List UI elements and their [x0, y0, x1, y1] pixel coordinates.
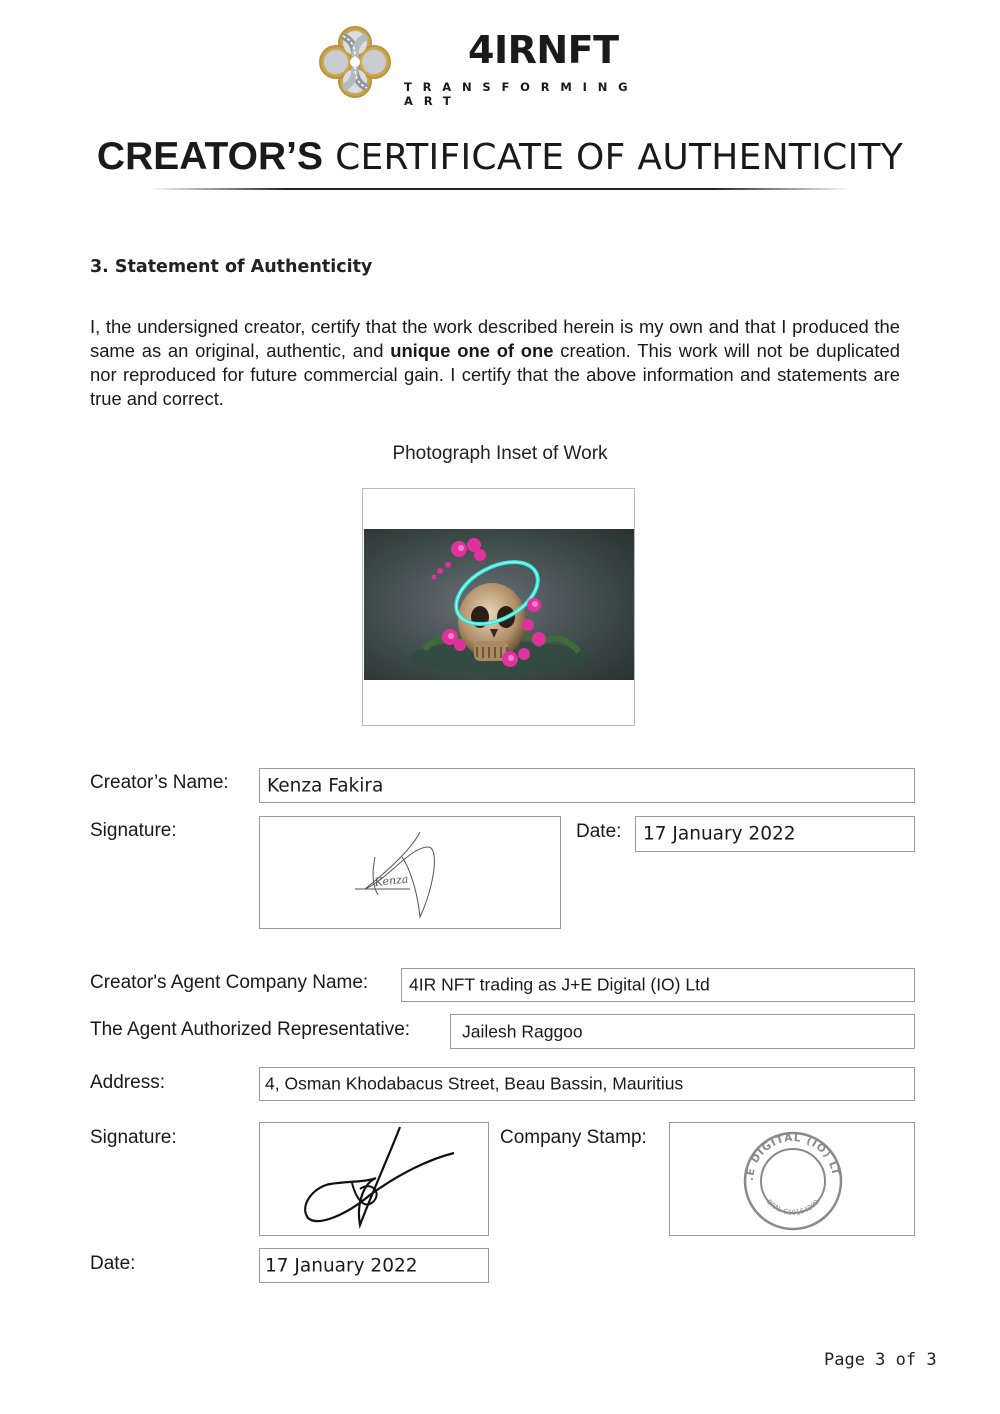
- creator-signature-label: Signature:: [90, 820, 177, 841]
- infinity-knot-logo-icon: [316, 24, 394, 100]
- creator-date-value: 17 January 2022: [643, 823, 796, 845]
- agent-representative-value: Jailesh Raggoo: [462, 1021, 583, 1041]
- agent-address-value: 4, Osman Khodabacus Street, Beau Bassin, Mauritius: [265, 1073, 684, 1094]
- creator-name-label: Creator’s Name:: [90, 772, 229, 793]
- creator-name-field[interactable]: [259, 768, 915, 803]
- agent-signature-box[interactable]: [259, 1122, 489, 1236]
- brand-tagline: TRANSFORMING ART: [404, 80, 639, 108]
- statement-paragraph: [90, 315, 900, 411]
- title-divider: [148, 188, 852, 190]
- brand-name: 4IRNFT: [468, 28, 619, 72]
- agent-date-label: Date:: [90, 1253, 136, 1274]
- agent-signature-image-icon: [260, 1123, 488, 1235]
- svg-text:J.E DIGITAL (IO) LTD: [670, 1123, 842, 1181]
- title-main-part: CERTIFICATE OF AUTHENTICITY: [335, 137, 904, 178]
- creator-signature-box[interactable]: [259, 816, 561, 929]
- photo-caption: Photograph Inset of Work: [392, 443, 608, 464]
- stamp-text-top: .E DIGITAL (IO) LT: [743, 1131, 842, 1182]
- statement-emphasis: unique one of one: [390, 340, 554, 361]
- agent-signature-label: Signature:: [90, 1127, 177, 1148]
- company-stamp-label: Company Stamp:: [500, 1127, 647, 1148]
- company-stamp-box: [669, 1122, 915, 1236]
- agent-representative-field[interactable]: [450, 1014, 915, 1049]
- creator-signature-image-icon: [260, 817, 560, 928]
- section-heading: 3. Statement of Authenticity: [90, 257, 373, 277]
- svg-text:BRN: C19164809: [765, 1198, 821, 1217]
- creator-date-field[interactable]: [635, 816, 915, 852]
- agent-representative-label: The Agent Authorized Representative:: [90, 1019, 411, 1040]
- stamp-text-bottom: BRN: C19164809: [765, 1198, 821, 1217]
- agent-date-value: 17 January 2022: [265, 1255, 418, 1276]
- company-stamp-icon: [670, 1123, 914, 1235]
- creator-date-label: Date:: [576, 821, 622, 842]
- skull-orchids-artwork-icon: [364, 529, 634, 680]
- statement-text-start: I, the undersigned creator, certify that the work described herein is my own and that I produced the same as an original, authentic, and: [90, 316, 900, 361]
- agent-date-field[interactable]: [259, 1248, 489, 1283]
- agent-company-label: Creator's Agent Company Name:: [90, 972, 369, 993]
- certificate-title: [0, 134, 1000, 179]
- agent-address-field[interactable]: [259, 1067, 915, 1101]
- statement-text-end: creation. This work will not be duplicated nor reproduced for future commercial gain. I certify that the above information and statements are true and correct.: [90, 340, 900, 409]
- creator-signature-text: Kenza: [373, 872, 410, 889]
- title-bold-part: CREATOR’S: [96, 135, 323, 178]
- page-number: Page 3 of 3: [824, 1350, 937, 1370]
- creator-name-value: Kenza Fakira: [267, 775, 384, 796]
- agent-address-label: Address:: [90, 1072, 165, 1093]
- agent-company-value: 4IR NFT trading as J+E Digital (IO) Ltd: [409, 974, 710, 995]
- agent-company-field[interactable]: [401, 968, 915, 1002]
